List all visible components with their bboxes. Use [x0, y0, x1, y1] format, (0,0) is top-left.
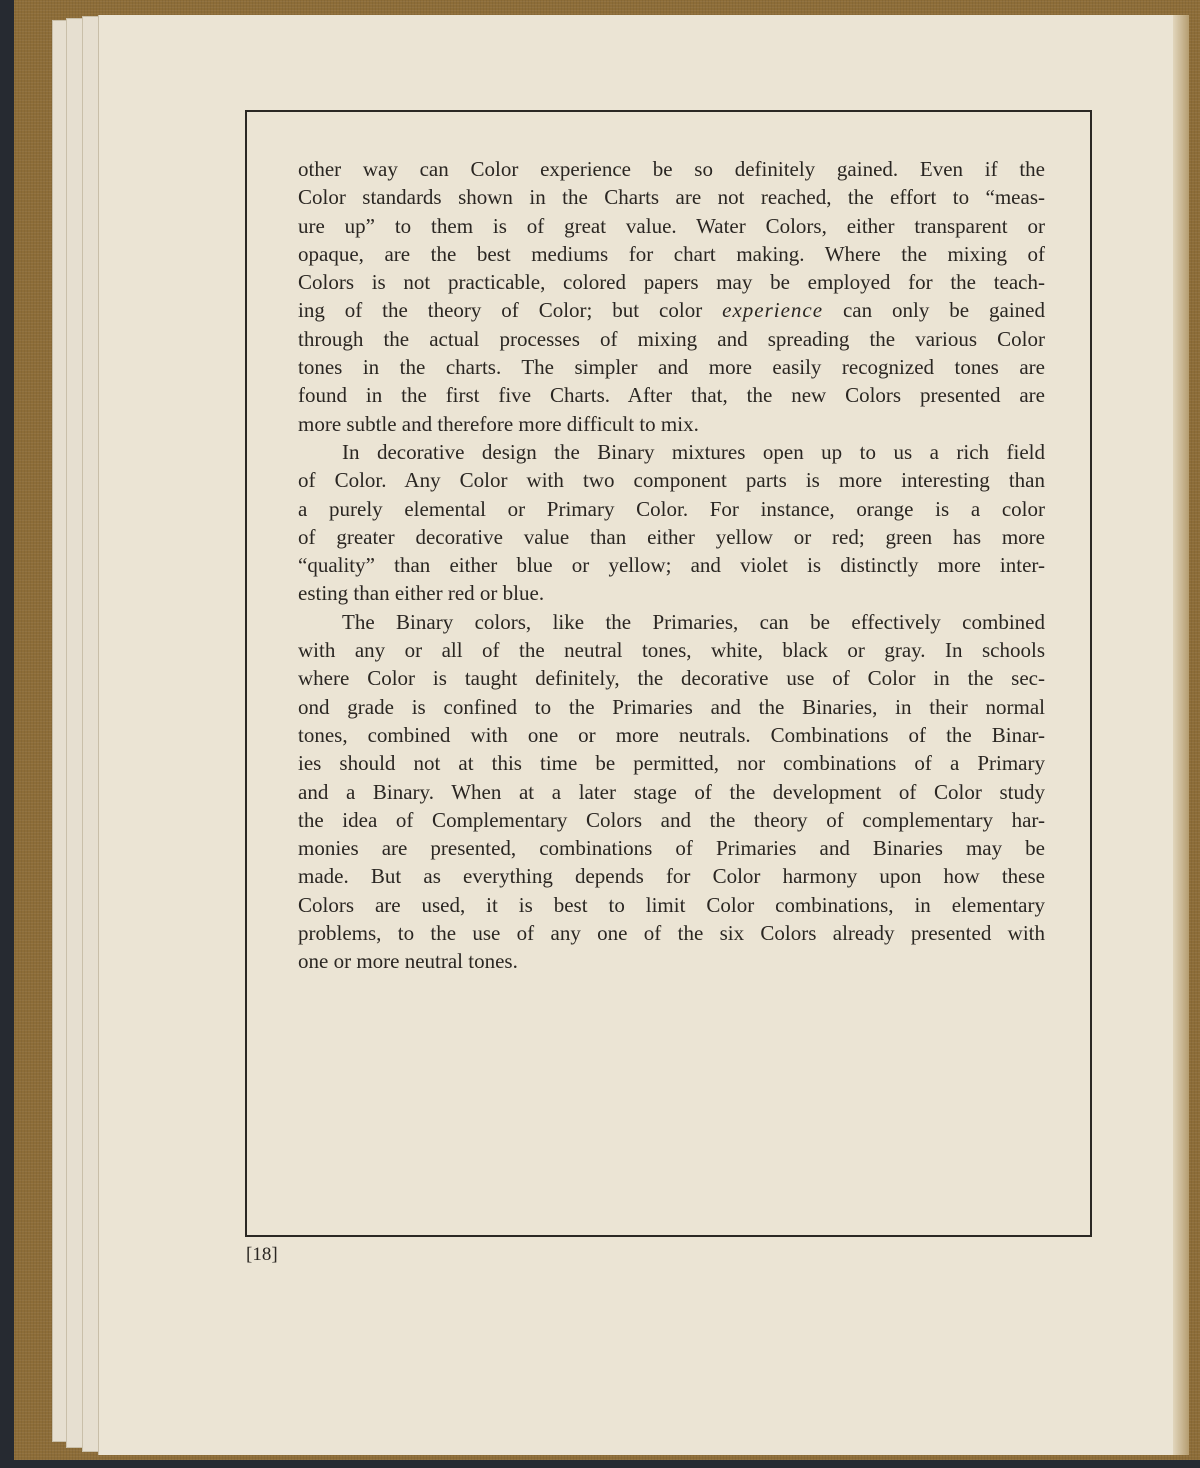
text-line: esting than either red or blue.: [298, 581, 545, 606]
text-line: where Color is taught definitely, the decorative use of Color in the sec-: [298, 666, 1045, 691]
body-text: [298, 155, 1045, 976]
paragraph: [298, 608, 1045, 976]
paragraph: [298, 438, 1045, 608]
text-line: of Color. Any Color with two component parts is more interesting than: [298, 468, 1045, 493]
text-line: monies are presented, combinations of Primaries and Binaries may be: [298, 836, 1045, 861]
text-line: [298, 296, 1045, 324]
text-line: more subtle and therefore more difficult to mix.: [298, 411, 699, 436]
text-line: Color standards shown in the Charts are not reached, the effort to “meas-: [298, 185, 1045, 210]
text-line: found in the first five Charts. After that, the new Colors presented are: [298, 383, 1045, 408]
text-line: Colors is not practicable, colored papers may be employed for the teach-: [298, 270, 1045, 295]
text-line: one or more neutral tones.: [298, 949, 518, 974]
page-gutter: [1173, 15, 1189, 1455]
text-line: of greater decorative value than either yellow or red; green has more: [298, 524, 1045, 549]
text-line: “quality” than either blue or yellow; and violet is distinctly more inter-: [298, 553, 1045, 578]
text-line: tones, combined with one or more neutrals. Combinations of the Binar-: [298, 722, 1045, 747]
text-line: a purely elemental or Primary Color. For instance, orange is a color: [298, 496, 1045, 521]
text-line: other way can Color experience be so definitely gained. Even if the: [298, 157, 1045, 181]
text-line: Colors are used, it is best to limit Color combinations, in elementary: [298, 892, 1045, 917]
text-line: ure up” to them is of great value. Water Colors, either transparent or: [298, 213, 1045, 238]
text-line: made. But as everything depends for Color harmony upon how these: [298, 864, 1045, 889]
text-line: problems, to the use of any one of the six Colors already presented with: [298, 921, 1045, 946]
text-line: ies should not at this time be permitted, nor combinations of a Primary: [298, 751, 1045, 776]
text-line: tones in the charts. The simpler and more easily recognized tones are: [298, 355, 1045, 380]
italic-word: experience: [722, 298, 824, 323]
text-line: In decorative design the Binary mixtures open up to us a rich field: [342, 439, 1045, 464]
text-line: ond grade is confined to the Primaries and the Binaries, in their normal: [298, 694, 1045, 719]
text-line: and a Binary. When at a later stage of the development of Color study: [298, 779, 1045, 804]
paragraph: [298, 155, 1045, 438]
text-line: the idea of Complementary Colors and the theory of complementary har-: [298, 807, 1045, 832]
text-fragment: ing of the theory of Color; but color: [298, 298, 723, 323]
text-line: through the actual processes of mixing and spreading the various Color: [298, 326, 1045, 351]
scan-background: [0, 0, 14, 1468]
text-line: with any or all of the neutral tones, white, black or gray. In schools: [298, 638, 1045, 663]
text-fragment: can only be gained: [823, 298, 1046, 323]
text-line: opaque, are the best mediums for chart making. Where the mixing of: [298, 241, 1045, 266]
text-line: The Binary colors, like the Primaries, can be effectively combined: [342, 609, 1045, 634]
page-number: [18]: [246, 1244, 278, 1265]
